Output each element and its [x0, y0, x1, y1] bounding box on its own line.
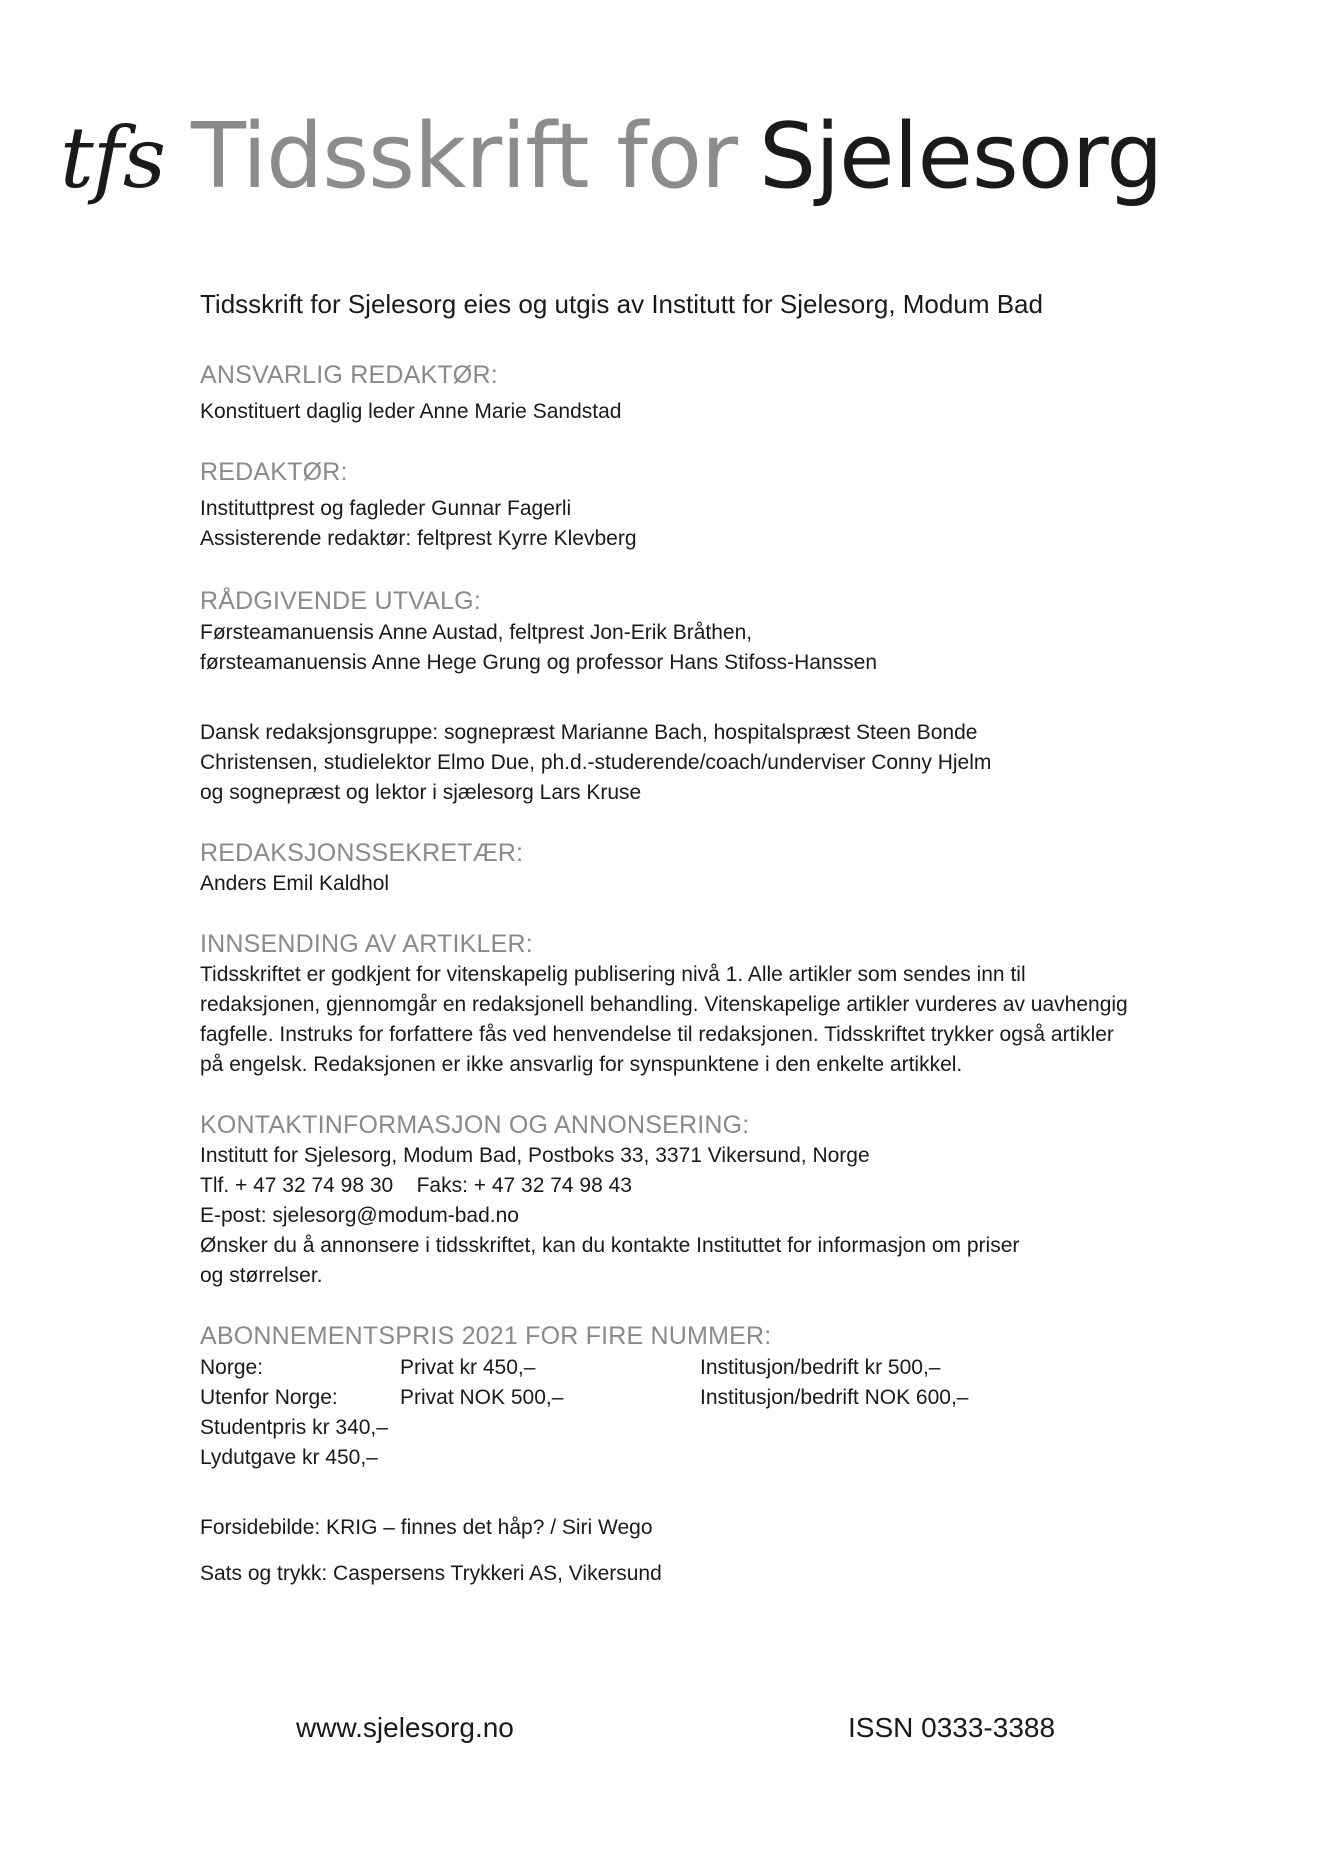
section-heading: REDAKSJONSSEKRETÆR:	[200, 838, 524, 867]
print-credit: Sats og trykk: Caspersens Trykkeri AS, Vikersund	[200, 1561, 662, 1585]
section-line: Dansk redaksjonsgruppe: sognepræst Marianne Bach, hospitalspræst Steen Bonde	[200, 720, 978, 744]
section-redaksjonssekretaer	[200, 838, 1210, 899]
masthead	[60, 104, 1163, 209]
website-link[interactable]: www.sjelesorg.no	[296, 1712, 514, 1743]
price-region: Utenfor Norge:	[200, 1385, 338, 1409]
section-dansk-redaksjonsgruppe	[200, 718, 1210, 808]
credits	[200, 1513, 1210, 1589]
section-radgivende-utvalg	[200, 586, 1210, 677]
price-audio: Lydutgave kr 450,–	[200, 1445, 378, 1469]
price-region: Norge:	[200, 1355, 264, 1379]
section-ansvarlig-redaktor	[200, 360, 1210, 427]
section-line: Førsteamanuensis Anne Austad, feltprest Jon-Erik Bråthen,	[200, 620, 753, 644]
section-heading: ABONNEMENTSPRIS 2021 FOR FIRE NUMMER:	[200, 1322, 772, 1351]
section-line: fagfelle. Instruks for forfattere fås ved henvendelse til redaksjonen. Tidsskriftet trykker også artikler	[200, 1023, 1114, 1047]
page-footer	[0, 1712, 1340, 1752]
section-innsending	[200, 929, 1210, 1080]
section-heading: ANSVARLIG REDAKTØR:	[200, 360, 498, 389]
section-heading: KONTAKTINFORMASJON OG ANNONSERING:	[200, 1111, 750, 1140]
section-heading: INNSENDING AV ARTIKLER:	[200, 929, 533, 958]
section-line: Christensen, studielektor Elmo Due, ph.d.-studerende/coach/underviser Conny Hjelm	[200, 750, 992, 774]
contact-email: E-post: sjelesorg@modum-bad.no	[200, 1204, 519, 1228]
intro-line: Tidsskrift for Sjelesorg eies og utgis av Institutt for Sjelesorg, Modum Bad	[200, 289, 1043, 319]
section-redaktor	[200, 457, 1210, 554]
section-line: Konstituert daglig leder Anne Marie Sandstad	[200, 400, 622, 424]
contact-address: Institutt for Sjelesorg, Modum Bad, Postboks 33, 3371 Vikersund, Norge	[200, 1144, 870, 1168]
section-line: Assisterende redaktør: feltprest Kyrre Klevberg	[200, 527, 637, 551]
masthead-title-dark: Sjelesorg	[758, 104, 1163, 209]
section-line: Instituttprest og fagleder Gunnar Fagerli	[200, 497, 572, 521]
price-table	[200, 1353, 1210, 1413]
section-abonnement	[200, 1321, 1210, 1472]
price-student: Studentpris kr 340,–	[200, 1415, 388, 1439]
section-kontakt	[200, 1110, 1210, 1291]
price-institution: Institusjon/bedrift kr 500,–	[700, 1355, 941, 1379]
section-line: Anders Emil Kaldhol	[200, 871, 390, 895]
section-line: og størrelser.	[200, 1264, 323, 1288]
section-line: redaksjonen, gjennomgår en redaksjonell behandling. Vitenskapelige artikler vurderes av uavhengig	[200, 993, 1128, 1017]
masthead-title-light: Tidsskrift for	[190, 104, 737, 209]
price-institution: Institusjon/bedrift NOK 600,–	[700, 1385, 969, 1409]
section-line: Tidsskriftet er godkjent for vitenskapelig publisering nivå 1. Alle artikler som sendes inn til	[200, 963, 1026, 987]
section-line: og sognepræst og lektor i sjælesorg Lars Kruse	[200, 780, 642, 804]
section-line: på engelsk. Redaksjonen er ikke ansvarlig for synspunktene i den enkelte artikkel.	[200, 1053, 963, 1077]
contact-phone: Tlf. + 47 32 74 98 30 Faks: + 47 32 74 98 43	[200, 1174, 632, 1198]
section-heading: RÅDGIVENDE UTVALG:	[200, 587, 481, 616]
price-private: Privat kr 450,–	[400, 1355, 536, 1379]
colophon	[200, 280, 1210, 1589]
price-private: Privat NOK 500,–	[400, 1385, 564, 1409]
cover-credit: Forsidebilde: KRIG – finnes det håp? / Siri Wego	[200, 1515, 653, 1539]
section-heading: REDAKTØR:	[200, 458, 348, 487]
section-line: førsteamanuensis Anne Hege Grung og professor Hans Stifoss-Hanssen	[200, 650, 878, 674]
issn-number: ISSN 0333-3388	[848, 1712, 1056, 1743]
section-line: Ønsker du å annonsere i tidsskriftet, kan du kontakte Instituttet for informasjon om priser	[200, 1234, 1020, 1258]
tfs-logo: tfs	[60, 109, 165, 207]
